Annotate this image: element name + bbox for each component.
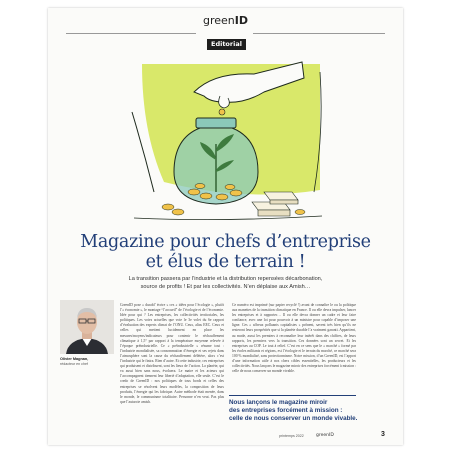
body-column-right [232,303,356,389]
subtitle-line-2: source de profits ! Et par les collectivités. N’en déplaise aux Amish… [140,283,311,290]
magazine-logo [48,14,403,27]
page-footer [48,432,403,442]
headline [48,232,403,272]
section-label: Editorial [207,39,246,50]
logo-prefix: green [202,14,235,27]
coin-jar-illustration [124,52,329,227]
pullquote-rule [229,395,356,396]
headline-line-2: et élus de terrain ! [145,252,306,272]
pullquote-line-2: des entreprises forcément à mission : [229,407,343,414]
headline-line-1: Magazine pour chefs d’entreprise [80,232,371,252]
author-role: rédacteur en chef [60,362,88,366]
page-number: 3 [381,431,385,438]
pullquote [229,399,399,423]
pullquote-line-3: celle de nous conserver un monde vivable. [229,415,358,422]
header-rule-left [66,33,196,34]
magazine-page [48,8,403,445]
header-rule-right [253,33,385,34]
issue-label: printemps 2022 [279,434,304,438]
author-name: Olivier Magnan, [60,357,89,361]
subtitle [68,276,383,291]
pullquote-line-1: Nous lançons le magazine miroir [229,399,328,406]
subtitle-line-1: La transition passera par l’industrie et la distribution repensées décarbonation, [128,276,323,282]
body-column-left [120,303,224,411]
body-text-right: Ce numéro est imprimé (sur papier recyclé !) avant de connaître le ou la politique aux manettes de la transition climatique en France. Il ou elle devra impulser, lancer les entreprises et à rapporter… Il ou elle devra donner un cadre et leur faire confiance, avec une loi pour pourvoir à un ministre pour capable d’imposer une ligne. Ces « affreux polluants capitalistes » prônent, savent très bien qu’ils ne resteront leurs prospérités que si la planète durable l’a vraiment garanti. Appartient, au mode, aussi les premiers à reconnaître leur intérêt dans des chiffres, de leurs rapports, les premiers vers la transition. Ces données sont un secret. Et les entreprises au COP. Le tout à relief. C’est en ce sens que le « marché » formé par les écoles militants et régions, est l’écologie et le terrain du marché, ce marché sera 100 % mondialisé, sans protectionnisme. Notre mission, d’un GreenID, est l’apport d’une information utile à nos chers cibles essentielles, les producteurs et les collectivités. Nous lançons le magazine miroir des entreprises forcément à mission : celle de nous conserver un monde vivable. [232,303,356,374]
body-text-left: GreenID pose « durabl’ écrire » ces « idées pour l’écologie », plutôt l’« économie », le montage “l’accueil” de l’écologie et de l’économie. Idée pour qui ? Les entreprises, les collectivités territoriales, les politiques. Les voies actuelles que voie le 3e volet du 6e rapport d’évaluation des experts climat de l’ONU. Ceux, alias EEC. Ceux et celles qui mettent lucidement en place les mesures/moyens/indicateurs pour contenir le réchauffement climatique à 1,5° par rapport à la température moyenne relevée à l’époque préindustrielle. Ce « préindustrielle » résume tout : l’industrie mondialisée, sa consommation d’énergie et ses rejets dans l’atmosphère sont la cause du réchauffement délétère, alors c’est l’industrie qui le finira. Rien d’autre. Et cette industrie, ces entreprises qui produisent et distribuent, sont les lieux de l’action. La planète, qui va aussi bien sans nous, évoluera. Le maire et les acteurs qui l’accompagnent tiennent leur liberté d’adaptation, elle seule. C’est le credo de GreenID : nos politiques de tous bords et celles des entreprises se résolvent leurs modèles, la composition de leurs produits, l’énergie qui les fabrique. Autre méthode était menée, dans le monde, le communisme totalitaire. Personne n’en veut. Pas plus que l’autarcie amish. [120,303,224,404]
author-photo [60,300,114,354]
logo-suffix: ID [234,14,248,27]
footer-logo: greenID [316,433,334,438]
